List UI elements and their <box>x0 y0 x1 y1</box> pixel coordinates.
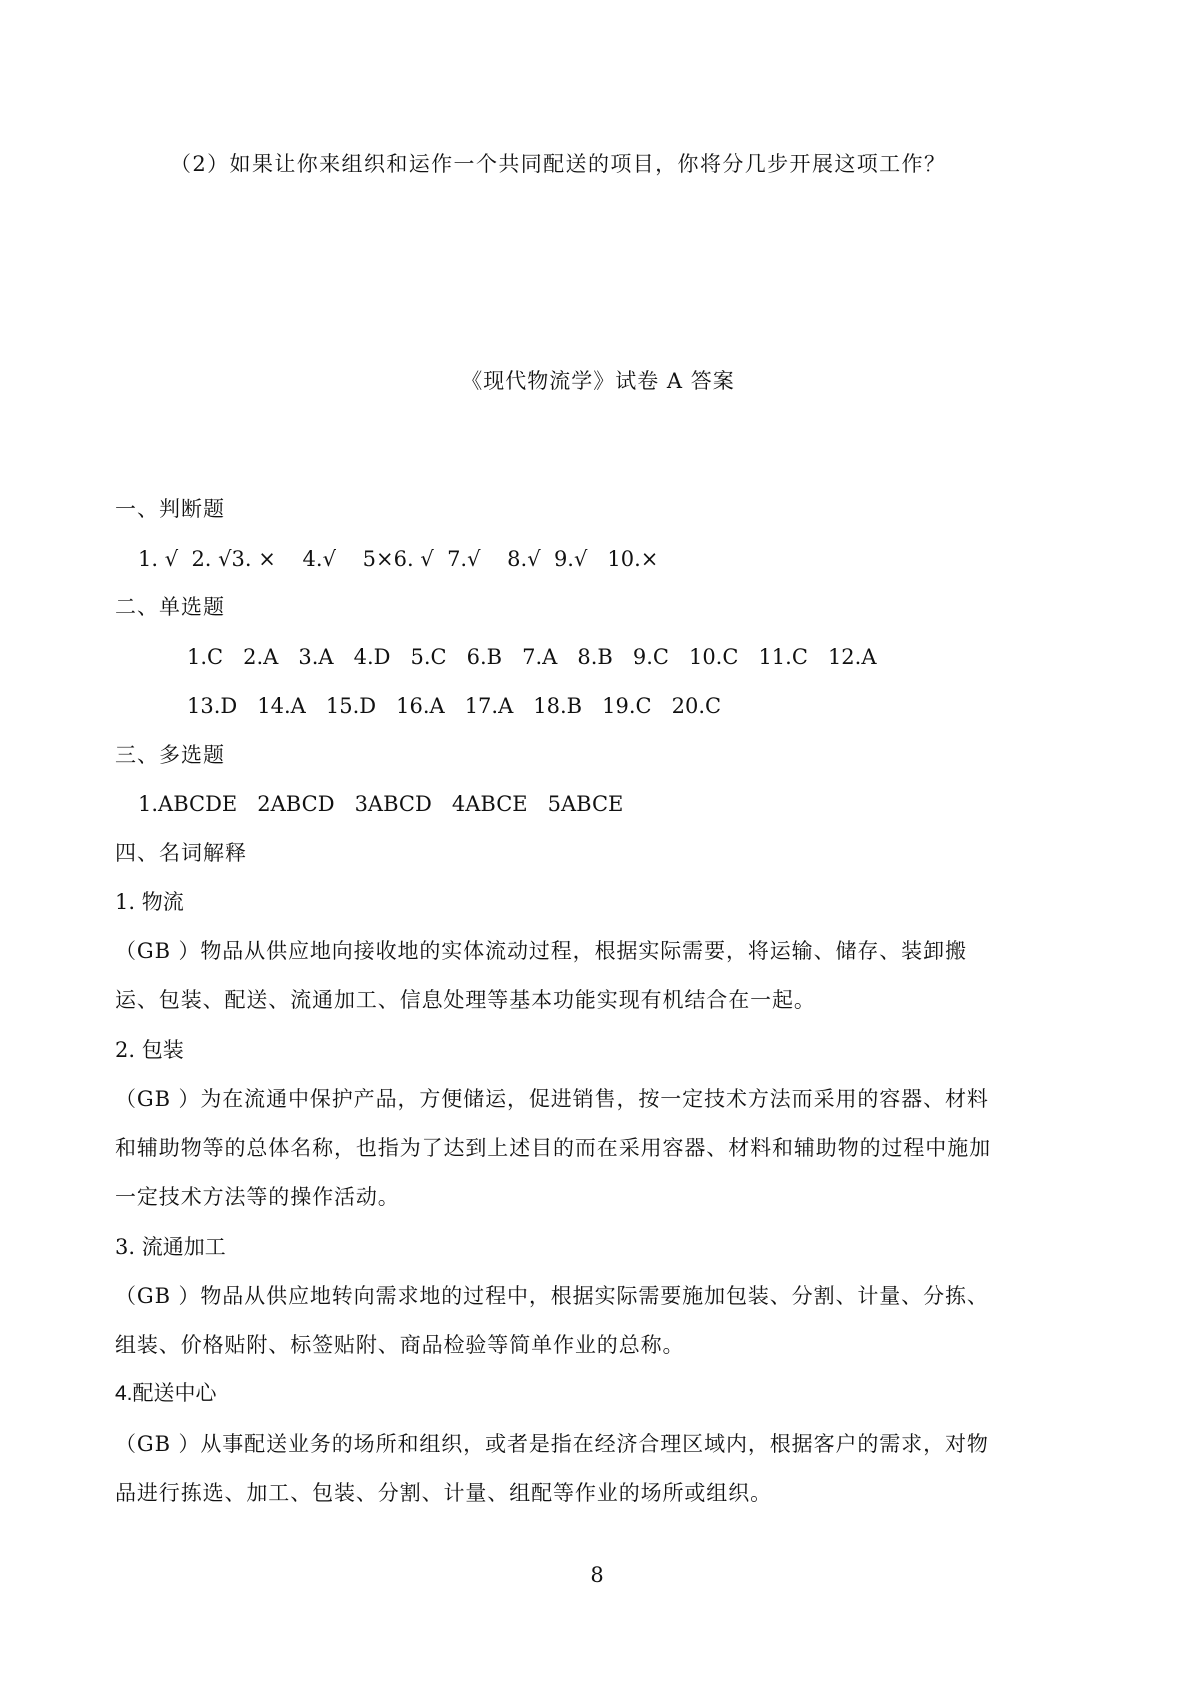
multiple-choice-answers: 1.ABCDE 2ABCD 3ABCD 4ABCE 5ABCE <box>138 792 624 816</box>
section-heading-multiple-choice: 三、多选题 <box>115 743 225 767</box>
page-number: 8 <box>590 1563 604 1587</box>
term-definition-line: （GB ）为在流通中保护产品，方便储运，促进销售，按一定技术方法而采用的容器、材料 <box>115 1087 989 1111</box>
single-choice-answers-row-1: 1.C 2.A 3.A 4.D 5.C 6.B 7.A 8.B 9.C 10.C 11.C 12.A <box>187 645 877 669</box>
term-title-packaging: 2. 包装 <box>115 1038 184 1062</box>
term-definition-line: （GB ）从事配送业务的场所和组织，或者是指在经济合理区域内，根据客户的需求，对物 <box>115 1432 989 1456</box>
term-title-distribution-center: 4.配送中心 <box>115 1382 217 1405</box>
term-definition-line: 运、包装、配送、流通加工、信息处理等基本功能实现有机结合在一起。 <box>115 988 816 1012</box>
single-choice-answers-row-2: 13.D 14.A 15.D 16.A 17.A 18.B 19.C 20.C <box>187 694 722 718</box>
term-title-distribution-processing: 3. 流通加工 <box>115 1235 226 1259</box>
section-heading-true-false: 一、判断题 <box>115 497 225 521</box>
term-title-logistics: 1. 物流 <box>115 890 184 914</box>
term-definition-line: 组装、价格贴附、标签贴附、商品检验等简单作业的总称。 <box>115 1333 685 1357</box>
section-heading-single-choice: 二、单选题 <box>115 595 225 619</box>
term-definition-line: （GB ）物品从供应地转向需求地的过程中，根据实际需要施加包装、分割、计量、分拣、 <box>115 1284 989 1308</box>
question-2-text: （2）如果让你来组织和运作一个共同配送的项目，你将分几步开展这项工作？ <box>170 152 947 176</box>
term-definition-line: 一定技术方法等的操作活动。 <box>115 1185 400 1209</box>
answer-key-title: 《现代物流学》试卷 A 答案 <box>461 369 735 393</box>
section-heading-term-definitions: 四、名词解释 <box>115 841 247 865</box>
true-false-answers: 1. √ 2. √3. × 4.√ 5×6. √ 7.√ 8.√ 9.√ 10.× <box>138 547 659 571</box>
term-definition-line: 品进行拣选、加工、包装、分割、计量、组配等作业的场所或组织。 <box>115 1481 772 1505</box>
term-definition-line: （GB ）物品从供应地向接收地的实体流动过程，根据实际需要，将运输、储存、装卸搬 <box>115 939 967 963</box>
term-definition-line: 和辅助物等的总体名称，也指为了达到上述目的而在采用容器、材料和辅助物的过程中施加 <box>115 1136 991 1160</box>
